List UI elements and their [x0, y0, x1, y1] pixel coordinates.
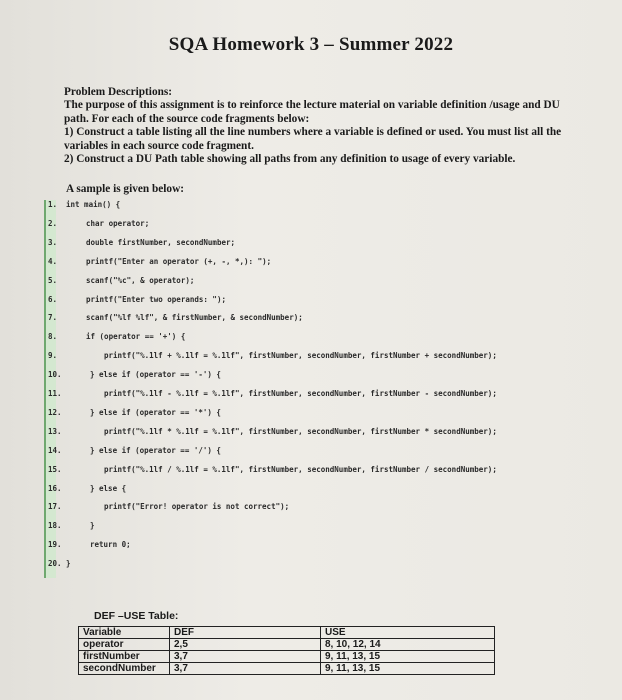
cell-variable: operator [79, 639, 170, 651]
def-use-table [78, 626, 495, 675]
code-text: printf("%.1lf / %.1lf = %.1lf", firstNumber, secondNumber, firstNumber / secondNumber); [104, 464, 497, 474]
code-text: } [90, 521, 95, 531]
line-number: 6. [48, 294, 58, 304]
code-text: if (operator == '+') { [86, 332, 186, 342]
cell-use: 9, 11, 13, 15 [321, 663, 495, 675]
cell-def: 3,7 [170, 663, 321, 675]
line-number: 5. [48, 275, 58, 285]
cell-def: 3,7 [170, 651, 321, 663]
code-text: printf("Enter an operator (+, -, *,): "); [86, 256, 272, 266]
cell-use: 8, 10, 12, 14 [321, 639, 495, 651]
cell-use: 9, 11, 13, 15 [321, 651, 495, 663]
code-text: printf("%.1lf - %.1lf = %.1lf", firstNumber, secondNumber, firstNumber - secondNumber); [104, 389, 497, 398]
line-number: 14. [48, 445, 62, 455]
code-text: printf("Error! operator is not correct"); [104, 502, 290, 512]
code-text: int main() { [66, 200, 121, 209]
line-number: 12. [48, 407, 62, 417]
line-number: 17. [48, 502, 62, 512]
line-number: 11. [48, 389, 62, 398]
cell-variable: secondNumber [79, 663, 170, 675]
header-variable: Variable [79, 627, 170, 639]
problem-description [64, 86, 584, 166]
code-text: printf("%.1lf * %.1lf = %.1lf", firstNumber, secondNumber, firstNumber * secondNumber); [104, 426, 497, 436]
header-def: DEF [170, 627, 321, 639]
task-2: 2) Construct a DU Path table showing all paths from any definition to usage of every variable. [64, 153, 516, 166]
code-text: return 0; [90, 540, 131, 550]
cell-variable: firstNumber [79, 651, 170, 663]
description-purpose-line-2: path. For each of the source code fragments below: [64, 112, 310, 125]
table-row [79, 639, 495, 651]
sample-label: A sample is given below: [66, 183, 184, 195]
line-number: 16. [48, 483, 62, 493]
description-heading: Problem Descriptions: [64, 86, 173, 98]
line-number: 9. [48, 351, 58, 361]
code-text: printf("%.1lf + %.1lf = %.1lf", firstNumber, secondNumber, firstNumber + secondNumber); [104, 351, 497, 361]
table-header-row [79, 627, 495, 639]
line-number: 18. [48, 521, 62, 531]
code-text: scanf("%lf %lf", & firstNumber, & secondNumber); [86, 313, 303, 323]
cell-def: 2,5 [170, 639, 321, 651]
line-number: 7. [48, 313, 58, 323]
table-row [79, 663, 495, 675]
page-title: SQA Homework 3 – Summer 2022 [168, 34, 454, 55]
code-text: } else if (operator == '*') { [90, 407, 221, 417]
table-row [79, 651, 495, 663]
code-text: char operator; [86, 218, 150, 228]
code-text: } else { [90, 483, 127, 493]
description-purpose-line-1: The purpose of this assignment is to reinforce the lecture material on variable definition /usage and DU [64, 99, 560, 112]
line-number: 13. [48, 426, 62, 436]
task-1-line-2: variables in each source code fragment. [64, 139, 254, 152]
line-number: 1. [48, 200, 58, 209]
header-use: USE [321, 627, 495, 639]
code-text: scanf("%c", & operator); [86, 275, 195, 285]
line-number: 8. [48, 332, 58, 342]
line-number: 3. [48, 237, 58, 247]
line-number: 4. [48, 256, 58, 266]
code-text: } [66, 559, 71, 569]
line-number: 20. [48, 559, 62, 569]
line-number: 2. [48, 218, 58, 228]
code-text: double firstNumber, secondNumber; [86, 237, 236, 247]
task-1-line-1: 1) Construct a table listing all the line numbers where a variable is defined or used. You must list all the [64, 126, 562, 139]
line-number: 19. [48, 540, 62, 550]
line-number: 10. [48, 370, 62, 380]
def-use-title: DEF –USE Table: [94, 610, 179, 622]
code-text: printf("Enter two operands: "); [86, 294, 226, 304]
code-text: } else if (operator == '/') { [90, 445, 221, 455]
code-text: } else if (operator == '-') { [90, 370, 221, 380]
line-number: 15. [48, 464, 62, 474]
